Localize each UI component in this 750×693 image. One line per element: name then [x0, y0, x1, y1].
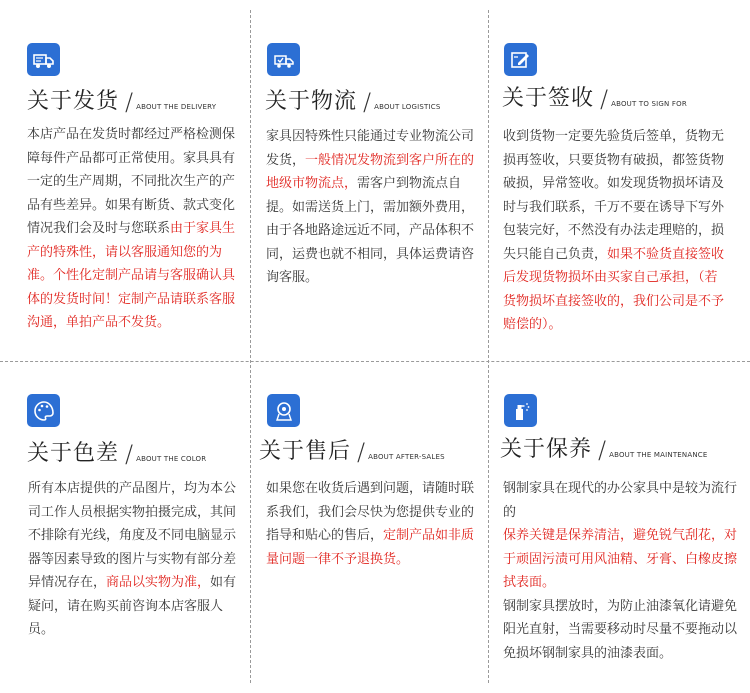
body-text: 所有本店提供的产品图片，均为本公司工作人员根据实物拍摄完成，其间不排除有光线，角度及不同电脑显示器等因素导致的图片与实物有部分差异情况存在， [28, 481, 237, 590]
section-title: 关于发货 [27, 89, 120, 114]
body-text: 收到货物一定要先验货后签单，货物无损再签收，只要货物有破损，都签货物破损，异常签收。如发现货物损坏请及时与我们联系，千万不要在诱导下写外包装完好，不然没有办法走理赔的，损失只能自己负责， [503, 129, 725, 262]
section-title: 关于保养 [500, 437, 593, 462]
section-subtitle: ABOUT THE MAINTENANCE [609, 451, 708, 459]
section-subtitle: ABOUT AFTER-SALES [368, 453, 445, 461]
section-body [266, 477, 478, 571]
section-body [28, 477, 240, 642]
section-body [503, 477, 740, 665]
section-after-sales [251, 362, 488, 693]
body-text-highlight: 商品以实物为准， [106, 575, 211, 590]
section-title: 关于色差 [27, 441, 120, 466]
logistics-truck-icon [267, 43, 300, 76]
body-text-highlight: 定制产品如非质量问题一律不予退换货。 [266, 528, 475, 567]
section-maintenance [489, 362, 750, 693]
section-title: 关于签收 [502, 86, 595, 111]
section-color [0, 362, 250, 693]
body-text-highlight: 一般情况发物流到客户所在的地级市物流点， [266, 152, 475, 191]
section-body [27, 123, 239, 335]
body-text: 钢制家具摆放时，为防止油漆氧化请避免阳光直射，当需要移动时尽量不要拖动以免损坏钢制家具的油漆表面。 [503, 598, 738, 661]
section-heading [27, 442, 206, 466]
section-logistics [251, 0, 488, 361]
body-text: 如果您在收货后遇到问题，请随时联系我们，我们会尽快为您提供专业的指导和贴心的售后， [266, 481, 475, 543]
body-text: 家具因特殊性只能通过专业物流公司发货， [266, 129, 475, 168]
body-text: 本店产品在发货时都经过严格检测保障每件产品都可正常使用。家具具有一定的生产周期，不同批次生产的产品有些差异。如果有断货、款式变化情况我们会及时与您联系 [27, 127, 236, 236]
section-subtitle: ABOUT THE COLOR [136, 455, 207, 463]
body-text-highlight: 如果不验货直接签收后发现货物损坏由买家自己承担，（若货物损坏直接签收的，我们公司是不予赔偿的）。 [503, 246, 725, 332]
section-title: 关于售后 [259, 439, 352, 464]
section-heading [502, 87, 687, 111]
heading-slash: / [600, 85, 609, 113]
maintenance-spray-icon [504, 394, 537, 427]
section-title: 关于物流 [265, 89, 358, 114]
color-palette-icon [27, 394, 60, 427]
heading-slash: / [357, 438, 366, 466]
section-sign-for [489, 0, 750, 361]
body-text: 钢制家具在现代的办公家具中是较为流行的 [503, 481, 738, 520]
delivery-truck-icon [27, 43, 60, 76]
body-text-highlight: 保养关键是保养清洁，避免锐气刮花，对于顽固污渍可用风油精、牙膏、白橡皮擦拭表面。 [503, 528, 738, 590]
section-body [266, 125, 478, 290]
section-heading [259, 440, 445, 464]
heading-slash: / [363, 88, 372, 116]
section-heading [265, 90, 440, 114]
section-subtitle: ABOUT TO SIGN FOR [611, 100, 687, 108]
body-text-highlight: 由于家具生产的特殊性，请以客服通知您的为准。个性化定制产品请与客服确认具体的发货时间！定制产品请联系客服沟通，单拍产品不发货。 [27, 221, 236, 330]
body-text: 如有疑问，请在购买前咨询本店客服人员。 [28, 575, 237, 637]
section-subtitle: ABOUT THE DELIVERY [136, 103, 217, 111]
sign-receipt-icon [504, 43, 537, 76]
section-body [503, 125, 730, 337]
heading-slash: / [125, 440, 134, 468]
section-delivery [0, 0, 250, 361]
body-text: 需客户到物流点自提。如需送货上门，需加额外费用，由于各地路途远近不同，产品体积不同，运费也就不相同，具体运费请咨询客服。 [266, 176, 475, 285]
section-subtitle: ABOUT LOGISTICS [374, 103, 441, 111]
heading-slash: / [125, 88, 134, 116]
after-sales-service-icon [267, 394, 300, 427]
heading-slash: / [598, 436, 607, 464]
section-heading [27, 90, 216, 114]
section-heading [500, 438, 708, 462]
